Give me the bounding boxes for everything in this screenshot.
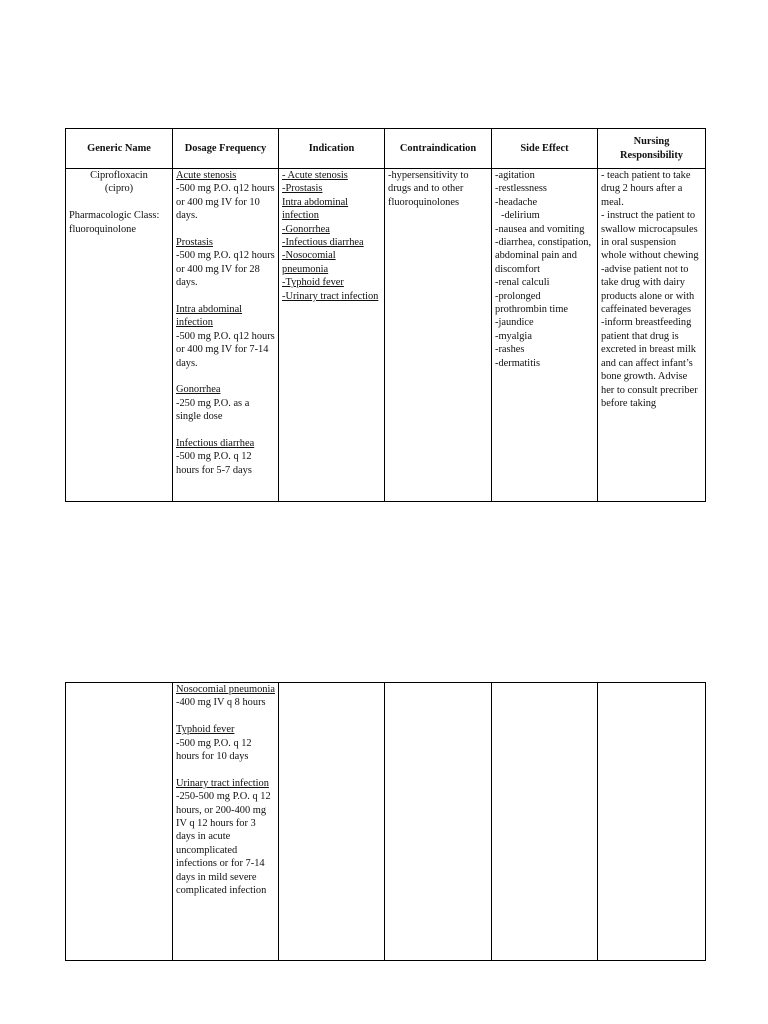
side-effect-item: -myalgia (495, 330, 532, 342)
generic-name-cell (66, 169, 173, 502)
pharmacologic-class-value: fluoroquinolone (69, 223, 136, 235)
dosage-cell (173, 169, 279, 502)
header-row (66, 129, 706, 169)
indication-item: -Typhoid fever (282, 277, 344, 289)
side-effect-item: -dermatitis (495, 357, 541, 369)
side-effect-cell-continued (492, 683, 598, 961)
nursing-responsibility-cell-continued (598, 683, 706, 961)
generic-name-cell-continued (66, 683, 173, 961)
dosage-text: -250-500 mg P.O. q 12 hours, or 200-400 mg IV q 12 hours for 3 days in acute uncomplicated infections or for 7-14 days in mild severe complicated infection (176, 791, 271, 897)
table-row (66, 169, 706, 502)
header-generic-name: Generic Name (66, 129, 173, 169)
table-row (66, 683, 706, 961)
side-effect-item: -restlessness (495, 183, 547, 195)
side-effect-item: -prolonged prothrombin time (495, 290, 569, 316)
side-effect-item: -agitation (495, 170, 535, 181)
side-effect-item: -jaundice (495, 317, 534, 329)
nursing-item: - instruct the patient to swallow microcapsules in oral suspension whole without chewing (601, 210, 699, 262)
indication-item: - Acute stenosis (282, 170, 348, 181)
dosage-text: -400 mg IV q 8 hours (176, 697, 266, 709)
dosage-heading: Gonorrhea (176, 384, 221, 396)
side-effect-item: -renal calculi (495, 277, 550, 289)
nursing-item: -inform breastfeeding patient that drug is excreted in breast milk and can affect infant’s bone growth. Advise her to consult precriber before taking (601, 317, 698, 409)
dosage-text: -500 mg P.O. q 12 hours for 10 days (176, 737, 252, 763)
header-indication: Indication (279, 129, 385, 169)
dosage-text: -500 mg P.O. q12 hours or 400 mg IV for 10 days. (176, 183, 275, 222)
contraindication-text: -hypersensitivity to drugs and to other fluoroquinolones (388, 170, 469, 208)
nursing-item: -advise patient not to take drug with dairy products alone or with caffeinated beverages (601, 263, 695, 316)
dosage-heading: Acute stenosis (176, 170, 237, 181)
generic-brand-name: (cipro) (104, 183, 134, 195)
indication-item: Intra abdominal infection (282, 196, 349, 222)
contraindication-cell (385, 169, 492, 502)
indication-cell (279, 169, 385, 502)
dosage-text: -250 mg P.O. as a single dose (176, 397, 250, 423)
dosage-heading: Typhoid fever (176, 724, 235, 736)
dosage-heading: Infectious diarrhea (176, 438, 255, 450)
dosage-cell-continued (173, 683, 279, 961)
indication-cell-continued (279, 683, 385, 961)
indication-item: -Prostasis (282, 183, 323, 195)
nursing-item: - teach patient to take drug 2 hours after a meal. (601, 170, 691, 208)
indication-item: -Gonorrhea (282, 223, 330, 235)
side-effect-item: -rashes (495, 344, 525, 356)
dosage-text: -500 mg P.O. q12 hours or 400 mg IV for 7-14 days. (176, 330, 275, 369)
nursing-responsibility-cell (598, 169, 706, 502)
header-contraindication: Contraindication (385, 129, 492, 169)
drug-table-page-2 (65, 682, 706, 961)
indication-item: -Infectious diarrhea (282, 237, 364, 249)
header-side-effect: Side Effect (492, 129, 598, 169)
side-effect-item: -headache (495, 196, 538, 208)
contraindication-cell-continued (385, 683, 492, 961)
side-effect-item: -nausea and vomiting (495, 223, 585, 235)
drug-table-page-1 (65, 128, 706, 502)
dosage-text: -500 mg P.O. q12 hours or 400 mg IV for 28 days. (176, 250, 275, 289)
dosage-heading: Urinary tract infection (176, 777, 269, 789)
dosage-heading: Intra abdominal infection (176, 304, 243, 329)
side-effect-item: -diarrhea, constipation, abdominal pain and discomfort (495, 237, 592, 275)
dosage-text: -500 mg P.O. q 12 hours for 5-7 days (176, 451, 252, 476)
side-effect-item: -delirium (501, 210, 540, 222)
dosage-heading: Nosocomial pneumonia (176, 684, 275, 695)
dosage-heading: Prostasis (176, 237, 213, 249)
indication-item: -Urinary tract infection (282, 290, 379, 302)
header-nursing-responsibility: Nursing Responsibility (598, 129, 706, 169)
generic-drug-name: Ciprofloxacin (90, 170, 148, 181)
header-dosage-frequency: Dosage Frequency (173, 129, 279, 169)
side-effect-cell (492, 169, 598, 502)
indication-item: -Nosocomial pneumonia (282, 250, 336, 275)
pharmacologic-class-label: Pharmacologic Class: (69, 210, 160, 222)
